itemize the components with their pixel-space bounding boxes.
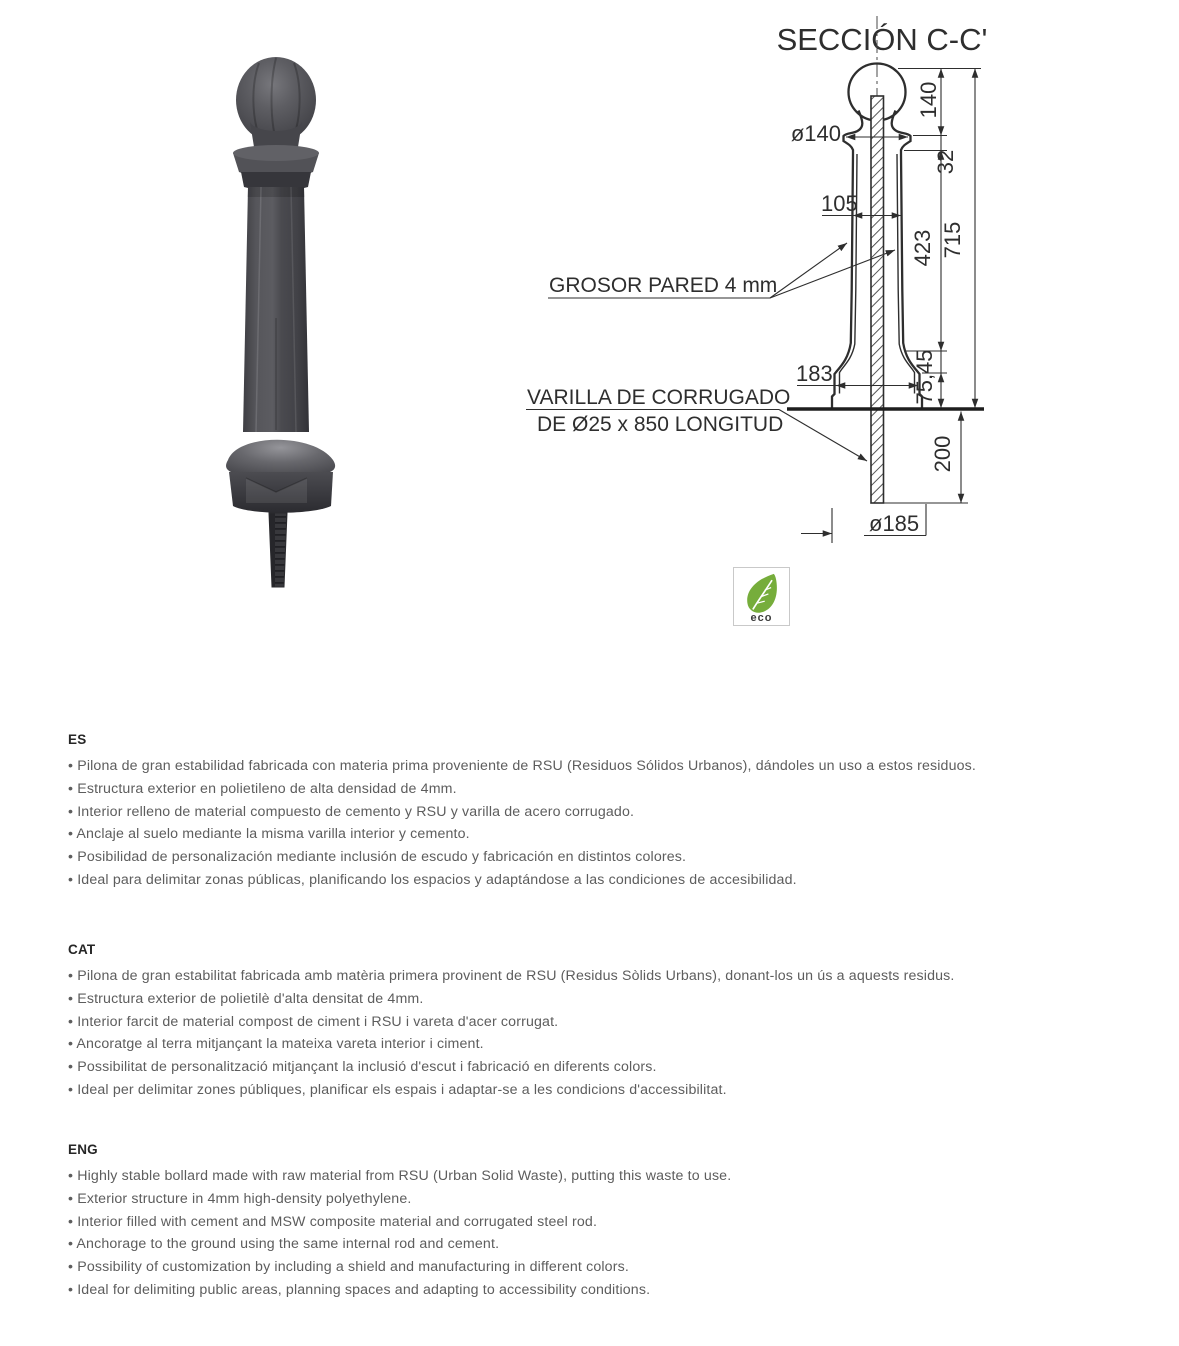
list-item: • Pilona de gran estabilitat fabricada amb matèria primera provinent de RSU (Residus Sòlids Urbans), donant-los un ús a aquests residus. [68,968,955,984]
rod-section-hatched [871,96,884,503]
bollard-rod [269,513,287,587]
drawing-title: SECCIÓN C-C' [776,22,988,57]
dim-200: 200 [930,435,955,473]
label-width-base: 183 [796,361,833,386]
list-item: • Ideal per delimitar zones públiques, planificar els espais i adaptar-se a les condicions d'accessibilitat. [68,1081,727,1098]
section-eng [68,1141,1128,1302]
bollard-collar [233,145,319,191]
bollard-photo [195,25,365,600]
label-dia-top: ø140 [790,121,841,146]
dimension-lines [526,69,975,544]
list-item: • Possibilitat de personalització mitjançant la inclusió d'escut i fabricació en diferents colors. [68,1059,657,1076]
section-cat [68,941,1128,1102]
label-rod-line1: VARILLA DE CORRUGADO [527,386,791,409]
list-item: • Ancoratge al terra mitjançant la mateixa vareta interior i ciment. [68,1036,484,1053]
list-item: • Interior farcit de material compost de ciment i RSU i vareta d'acer corrugat. [68,1013,559,1030]
list-item: • Exterior structure in 4mm high-density polyethylene. [68,1190,412,1207]
list-item: • Pilona de gran estabilidad fabricada con materia prima proveniente de RSU (Residuos Sólidos Urbanos), dándoles un uso a estos residuos. [68,758,977,774]
technical-drawing [505,10,995,660]
list-item: • Highly stable bollard made with raw material from RSU (Urban Solid Waste), putting this waste to use. [68,1168,732,1184]
list-item: • Ideal for delimiting public areas, planning spaces and adapting to accessibility conditions. [68,1281,651,1298]
bollard-shaft [243,187,309,432]
dim-32: 32 [933,149,958,175]
list-item: • Anclaje al suelo mediante la misma varilla interior y cemento. [68,826,470,843]
section-cat-heading: CAT [68,942,96,957]
eco-label: eco [750,612,773,624]
dim-140: 140 [916,81,941,119]
leaf-icon [742,572,782,614]
list-item: • Interior filled with cement and MSW composite material and corrugated steel rod. [68,1213,598,1230]
label-width-top: 105 [821,191,858,216]
list-item: • Ideal para delimitar zonas públicas, planificando los espacios y adaptándose a las condiciones de accesibilidad. [68,871,797,888]
label-wall-thickness: GROSOR PARED 4 mm [549,274,778,297]
bollard-ball-finial [236,57,316,143]
dim-715: 715 [940,221,965,259]
label-rod-line2: DE Ø25 x 850 LONGITUD [537,413,784,436]
list-item: • Possibility of customization by including a shield and manufacturing in different colors. [68,1259,629,1276]
section-es [68,731,1128,892]
list-item: • Estructura exterior de polietilè d'alta densitat de 4mm. [68,990,424,1007]
list-item: • Interior relleno de material compuesto de cemento y RSU y varilla de acero corrugado. [68,803,635,820]
list-item: • Anchorage to the ground using the same internal rod and cement. [68,1236,500,1253]
section-eng-heading: ENG [68,1142,98,1157]
section-es-heading: ES [68,732,87,747]
eco-badge [733,567,790,626]
label-dia-below: ø185 [869,511,920,536]
dim-75-45: 75,45 [912,349,937,405]
list-item: • Posibilidad de personalización mediante inclusión de escudo y fabricación en distintos colores. [68,849,687,866]
bollard-base [226,440,335,513]
list-item: • Estructura exterior en polietileno de alta densidad de 4mm. [68,780,457,797]
dim-423: 423 [910,229,935,267]
